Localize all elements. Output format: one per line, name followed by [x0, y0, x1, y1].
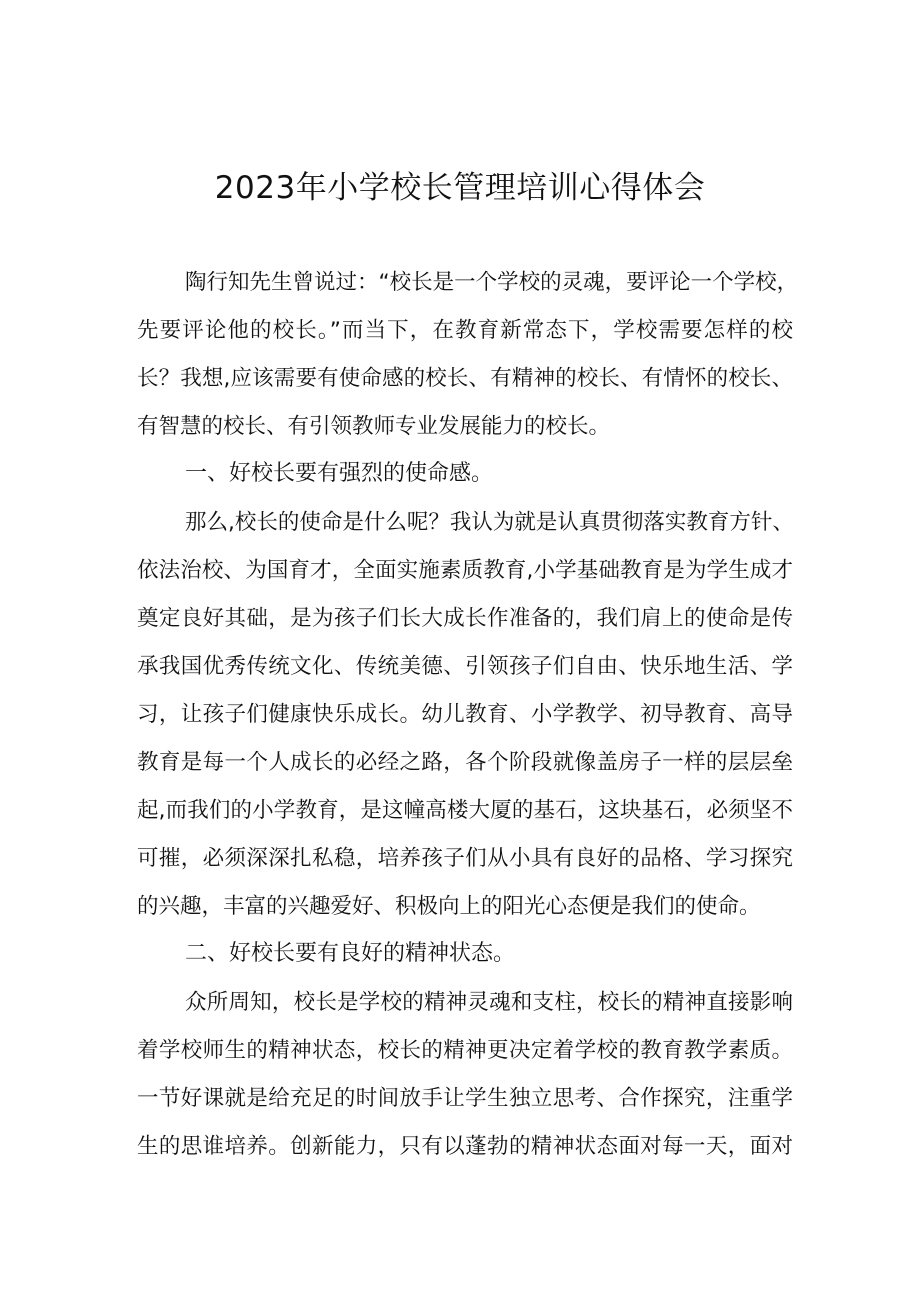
paragraph-2-line-6: 教育是每一个人成长的必经之路，各个阶段就像盖房子一样的层层垒 — [137, 750, 793, 775]
paragraph-1-line-4: 有智慧的校长、有引领教师专业发展能力的校长。 — [137, 414, 611, 439]
paragraph-3-line-3: 一节好课就是给充足的时间放手让学生独立思考、合作探究，注重学 — [137, 1086, 793, 1111]
paragraph-1-line-1: 陶行知先生曾说过：“校长是一个学校的灵魂，要评论一个学校， — [185, 270, 799, 295]
paragraph-1-line-2: 先要评论他的校长。”而当下，在教育新常态下，学校需要怎样的校 — [137, 318, 793, 343]
section-heading-1: 一、好校长要有强烈的使命感。 — [185, 461, 494, 486]
paragraph-3-line-1: 众所周知，校长是学校的精神灵魂和支柱，校长的精神直接影响 — [185, 990, 793, 1015]
paragraph-2-line-3: 奠定良好其础，是为孩子们长大成长作准备的，我们肩上的使命是传 — [137, 606, 793, 631]
document-title: 2023年小学校长管理培训心得体会 — [214, 170, 706, 206]
paragraph-2-line-5: 习，让孩子们健康快乐成长。幼儿教育、小学教学、初导教育、高导 — [137, 702, 793, 727]
paragraph-2-line-1: 那么,校长的使命是什么呢？我认为就是认真贯彻落实教育方针、 — [185, 510, 794, 535]
paragraph-1-line-3: 长？我想,应该需要有使命感的校长、有精神的校长、有情怀的校长、 — [137, 366, 793, 391]
paragraph-2-line-4: 承我国优秀传统文化、传统美德、引领孩子们自由、快乐地生活、学 — [137, 654, 793, 679]
paragraph-2-line-8: 可摧，必须深深扎私稳，培养孩子们从小具有良好的品格、学习探究 — [137, 846, 793, 871]
paragraph-2-line-2: 依法治校、为国育才，全面实施素质教育,小学基础教育是为学生成才 — [137, 558, 793, 583]
section-heading-2: 二、好校长要有良好的精神状态。 — [185, 941, 516, 966]
paragraph-2-line-7: 起,而我们的小学教育，是这幢高楼大厦的基石，这块基石，必须坚不 — [137, 798, 793, 823]
paragraph-3-line-4: 生的思谁培养。创新能力，只有以蓬勃的精神状态面对每一天，面对 — [137, 1134, 793, 1159]
paragraph-3-line-2: 着学校师生的精神状态，校长的精神更决定着学校的教育教学素质。 — [137, 1038, 793, 1063]
paragraph-2-line-9: 的兴趣，丰富的兴趣爱好、积极向上的阳光心态便是我们的使命。 — [137, 894, 761, 919]
